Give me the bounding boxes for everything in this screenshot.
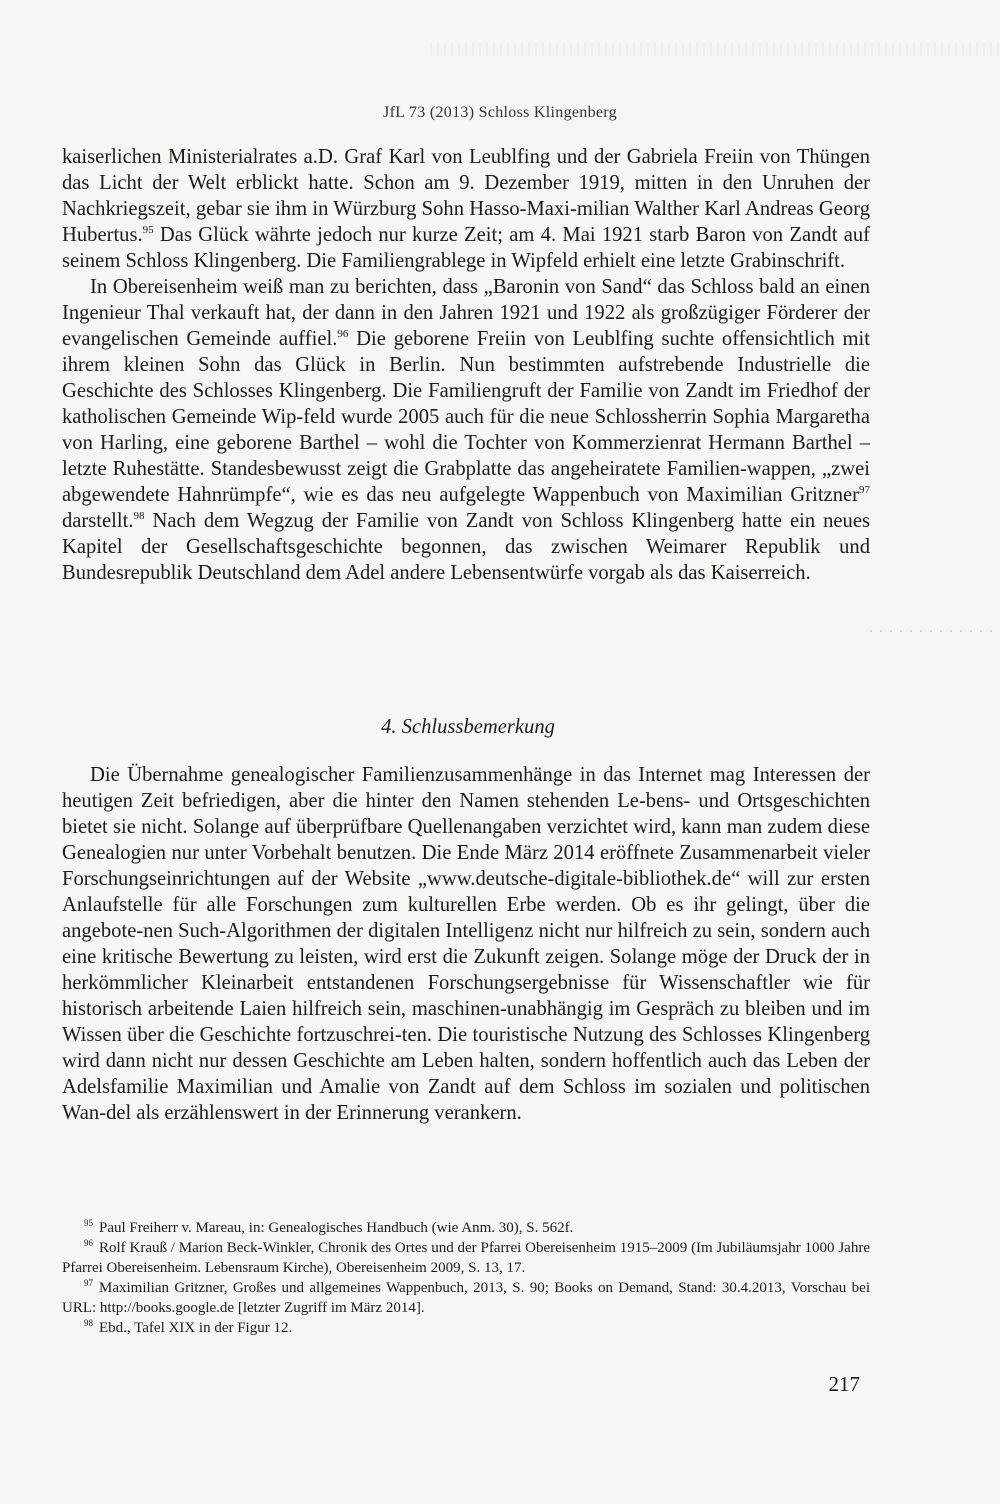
footnote: $^{96}$ Rolf Krauß / Marion Beck-Winkler, Chronik des Ortes und der Pfarrei Obereisenheim 1915–2009 (Im Jubiläumsjahr 1000 Jahre Pfarrei Obereisenheim. Lebensraum Kirche), Obereisenheim 2009, S. 13, 17. <box>62 1238 870 1276</box>
paragraph: Die Übernahme genealogischer Familienzusammenhänge in das Internet mag Interessen der heutigen Zeit befriedigen, aber die hinter den Namen stehenden Le-bens- und Ortsgeschichten bietet sie nicht. Solange auf überprüfbare Quellenangaben verzichtet wird, kann man zudem diese Genealogien nur unter Vorbehalt benutzen. Die Ende März 2014 eröffnete Zusammenarbeit vieler Forschungseinrichtungen auf der Website „www.deutsche-digitale-bibliothek.de“ will zur ersten Anlaufstelle für alle Forschungen zum kulturellen Erbe werden. Ob es ihr gelingt, über die angebote-nen Such-Algorithmen der digitalen Intelligenz nicht nur hilfreich zu sein, sondern auch eine kritische Bewertung zu leisten, wird erst die Zukunft zeigen. Solange möge der Druck der in herkömmlicher Kleinarbeit entstandenen Forschungsergebnisse für Wissenschaftler wie für historisch arbeitende Laien hilfreich sein, maschinen-unabhängig im Gespräch zu bleiben und im Wissen über die Geschichte fortzuschrei-ten. Die touristische Nutzung des Schlosses Klingenberg wird dann nicht nur dessen Geschichte am Leben halten, sondern hoffentlich auch das Leben der Adelsfamilie Maximilian und Amalie von Zandt auf dem Schloss im sozialen und politischen Wan-del als erzählenswert in der Erinnerung verankern. <box>62 764 870 1124</box>
footnote-ref[interactable]: 96 <box>337 328 349 341</box>
footnote-ref[interactable]: 98 <box>133 510 145 523</box>
paragraph: In Obereisenheim weiß man zu berichten, dass „Baronin von Sand“ das Schloss bald an einen Ingenieur Thal verkauft hat, der dann in den Jahren 1921 und 1922 als großzügiger Förderer der evangelischen Gemeinde auffiel.$^{96}$ Die geborene Freiin von Leublfing suchte offensichtlich mit ihrem kleinen Sohn das Glück in Berlin. Nun bestimmten aufstrebende Industrielle die Geschichte des Schlosses Klingenberg. Die Familiengruft der Familie von Zandt im Friedhof der katholischen Gemeinde Wip-feld wurde 2005 auch für die neue Schlossherrin Sophia Margaretha von Harling, eine geborene Barthel – wohl die Tochter von Kommerzienrat Hermann Barthel – letzte Ruhestätte. Standesbewusst zeigt die Grabplatte das angeheiratete Familien-wappen, „zwei abgewendete Hahnrümpfe“, wie es das neu aufgelegte Wappenbuch von Maximilian Gritzner$^{97}$ darstellt.$^{98}$ Nach dem Wegzug der Familie von Zandt von Schloss Klingenberg hatte ein neues Kapitel der Gesellschaftsgeschichte begonnen, das zwischen Weimarer Republik und Bundesrepublik Deutschland dem Adel andere Lebensentwürfe vorgab als das Kaiserreich. <box>62 276 870 584</box>
footnotes <box>62 1218 870 1338</box>
scan-artifact-strip <box>430 42 1000 56</box>
footnote-ref[interactable]: 95 <box>142 224 154 237</box>
scan-artifact-dots <box>870 630 1000 632</box>
footnote: $^{95}$ Paul Freiherr v. Mareau, in: Genealogisches Handbuch (wie Anm. 30), S. 562f. <box>84 1218 574 1236</box>
section-body-1 <box>62 144 870 586</box>
footnote-ref[interactable]: 97 <box>859 484 870 497</box>
page-number: 217 <box>828 1372 860 1396</box>
running-head: JfL 73 (2013) Schloss Klingenberg <box>383 104 617 121</box>
section-body-2 <box>62 762 870 1126</box>
section-heading: 4. Schlussbemerkung <box>381 716 555 738</box>
footnote: $^{97}$ Maximilian Gritzner, Großes und allgemeines Wappenbuch, 2013, S. 90; Books on Demand, Stand: 30.4.2013, Vorschau bei URL: http://books.google.de [letzter Zugriff im März 2014]. <box>62 1278 870 1316</box>
footnote: $^{98}$ Ebd., Tafel XIX in der Figur 12. <box>84 1318 293 1336</box>
paragraph: kaiserlichen Ministerialrates a.D. Graf Karl von Leublfing und der Gabriela Freiin von Thüngen das Licht der Welt erblickt hatte. Schon am 9. Dezember 1919, mitten in den Unruhen der Nachkriegszeit, gebar sie ihm in Würzburg Sohn Hasso-Maxi-milian Walther Karl Andreas Georg Hubertus.$^{95}$ Das Glück währte jedoch nur kurze Zeit; am 4. Mai 1921 starb Baron von Zandt auf seinem Schloss Klingenberg. Die Familiengrablege in Wipfeld erhielt eine letzte Grabinschrift. <box>62 146 870 272</box>
